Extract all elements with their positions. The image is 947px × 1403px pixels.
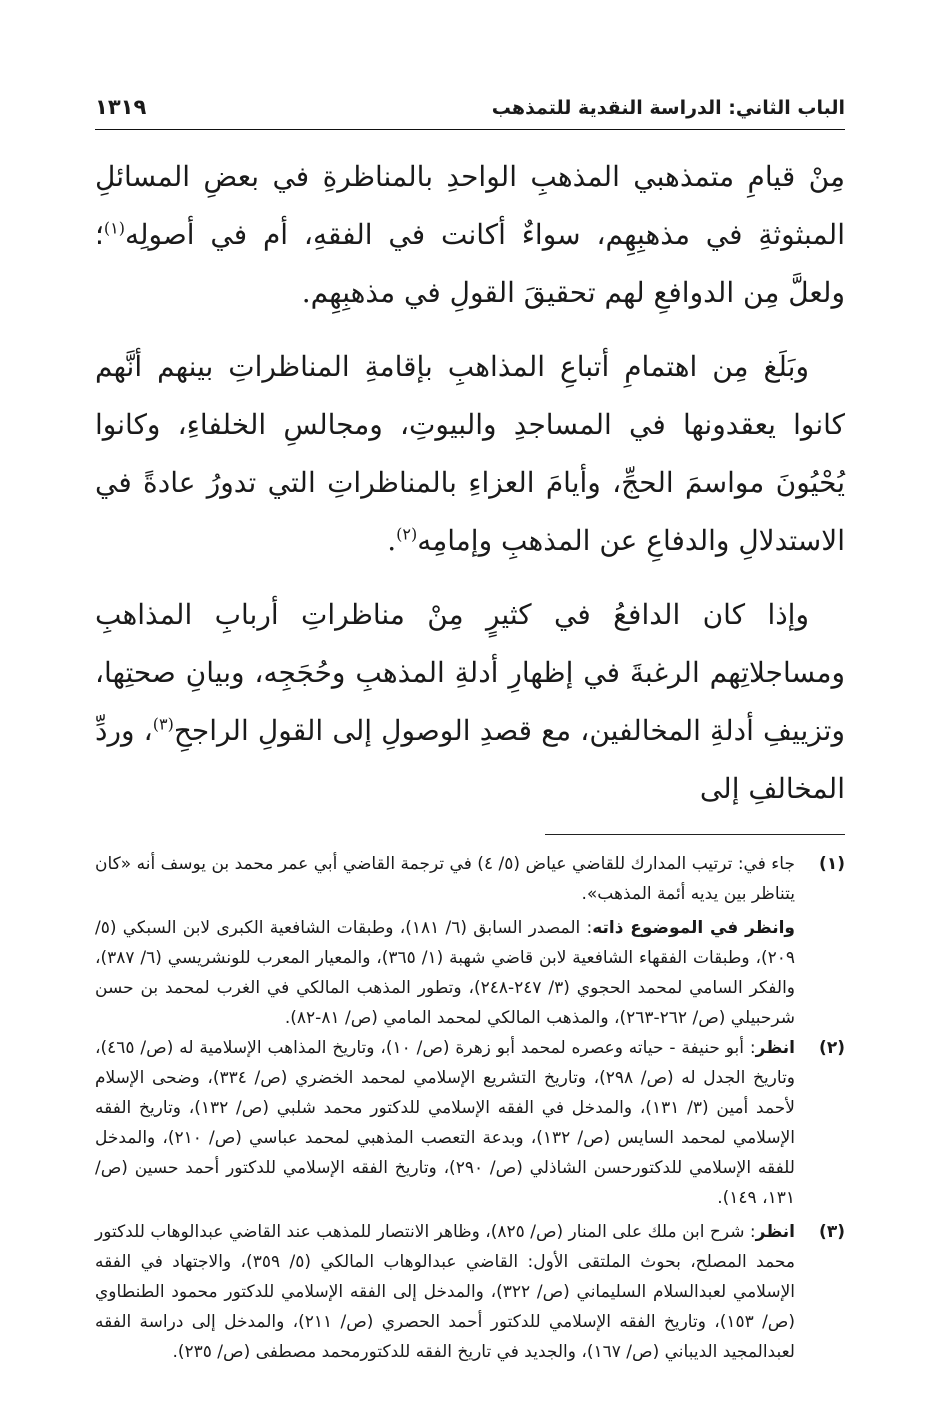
paragraph-2-tail: . xyxy=(387,524,397,557)
footnote-2 xyxy=(95,1033,845,1213)
footnote-3 xyxy=(95,1217,845,1367)
paragraph-1 xyxy=(95,148,845,322)
footnote-3-content xyxy=(95,1217,795,1367)
footnote-3-body: : شرح ابن ملك على المنار (ص/ ٨٢٥)، وظاهر الانتصار للمذهب عند القاضي عبدالوهاب للدكتور محمد المصلح، بحوث الملتقى الأول: القاضي عبدالوهاب المالكي (٥/ ٣٥٩)، والاجتهاد في الفقه الإسلامي لعبدالسلام السليماني (ص/ ٣٢٢)، والمدخل إلى الفقه الإسلامي للدكتور محمود الطنطاوي (ص/ ١٥٣)، وتاريخ الفقه الإسلامي للدكتور أحمد الحصري (ص/ ٢١١)، والمدخل إلى دراسة الفقه لعبدالمجيد الديباني (ص/ ١٦٧)، والجديد في تاريخ الفقه للدكتورمحمد مصطفى (ص/ ٢٣٥). xyxy=(95,1222,795,1362)
chapter-title: الباب الثاني: الدراسة النقدية للتمذهب xyxy=(491,97,845,119)
footnotes xyxy=(95,849,845,1367)
paragraph-3 xyxy=(95,586,845,818)
footnote-3-label: انظر xyxy=(755,1222,795,1242)
footnote-2-content xyxy=(95,1033,795,1213)
paragraph-2-text: وبَلَغ مِن اهتمامِ أتباعِ المذاهبِ بإقامةِ المناظراتِ بينهم أنَّهم كانوا يعقدونها في المساجدِ والبيوتِ، ومجالسِ الخلفاءِ، وكانوا يُحْيُونَ مواسمَ الحجِّ، وأيامَ العزاءِ بالمناظراتِ التي تدورُ عادةً في الاستدلالِ والدفاعِ عن المذهبِ وإمامِه xyxy=(95,350,845,557)
footnote-1-line: جاء في: ترتيب المدارك للقاضي عياض (٥/ ٤) في ترجمة القاضي أبي عمر محمد بن يوسف أنه «كان يتناظر بين يديه أئمة المذهب». xyxy=(95,854,795,904)
footnote-ref-2: (٢) xyxy=(396,524,418,544)
paragraph-2 xyxy=(95,338,845,570)
paragraph-1-tail: ؛ ولعلَّ مِن الدوافعِ لهم تحقيقَ القولِ في مذهبِهِم. xyxy=(95,218,845,309)
paragraph-1-text: مِنْ قيامِ متمذهبي المذهبِ الواحدِ بالمناظرةِ في بعضِ المسائلِ المبثوثةِ في مذهبِهِم، سواءٌ أكانت في الفقهِ، أم في أصولِه xyxy=(95,160,845,251)
footnote-1 xyxy=(95,849,845,909)
footnote-1-cont-text: : المصدر السابق (٦/ ١٨١)، وطبقات الشافعية الكبرى لابن السبكي (٥/ ٢٠٩)، وطبقات الفقهاء الشافعية لابن قاضي شهبة (١/ ٣٦٥)، والمعيار المعرب للونشريسي (٦/ ٣٨٧)، والفكر السامي لمحمد الحجوي (٣/ ٢٤٧-٢٤٨)، وتطور المذهب المالكي في الغرب لمحمد بن حسن شرحبيلي (ص/ ٢٦٢-٢٦٣)، والمذهب المالكي لمحمد المامي (ص/ ٨١-٨٢). xyxy=(95,918,796,1028)
footnote-2-body: : أبو حنيفة - حياته وعصره لمحمد أبو زهرة (ص/ ١٠)، وتاريخ المذاهب الإسلامية له (ص/ ٤٦٥)، وتاريخ الجدل له (ص/ ٢٩٨)، وتاريخ التشريع الإسلامي لمحمد الخضري (ص/ ٣٣٤)، وضحى الإسلام لأحمد أمين (٣/ ١٣١)، والمدخل في الفقه الإسلامي للدكتور محمد شلبي (ص/ ١٣٢)، وتاريخ الفقه الإسلامي لمحمد السايس (ص/ ١٣٢)، وبدعة التعصب المذهبي لمحمد عباسي (ص/ ٢١٠)، والمدخل للفقه الإسلامي للدكتورحسن الشاذلي (ص/ ٢٩٠)، وتاريخ الفقه الإسلامي للدكتور أحمد حسين (ص/ ١٣١، ١٤٩). xyxy=(95,1038,796,1208)
footnote-ref-3: (٣) xyxy=(152,714,174,734)
footnote-1-continuation xyxy=(95,913,795,1033)
paragraph-3-tail: ، وردِّ المخالفِ إلى xyxy=(95,714,845,805)
footnote-2-number: (٢) xyxy=(819,1038,845,1058)
footnote-3-text xyxy=(95,1217,795,1367)
footnote-1-number: (١) xyxy=(819,854,845,874)
book-page xyxy=(95,95,845,1371)
paragraph-3-text: وإذا كان الدافعُ في كثيرٍ مِنْ مناظراتِ أربابِ المذاهبِ ومساجلاتِهم الرغبةَ في إظهارِ أدلةِ المذهبِ وحُجَجِه، وبيانِ صحتِها، وتزييفِ أدلةِ المخالفين، مع قصدِ الوصولِ إلى القولِ الراجحِ xyxy=(95,598,845,747)
page-number: ١٣١٩ xyxy=(95,95,147,119)
footnote-1-content xyxy=(95,849,795,909)
footnote-divider xyxy=(545,834,845,835)
running-header xyxy=(95,95,845,130)
footnote-2-text xyxy=(95,1033,795,1213)
footnote-1-cont-label: وانظر في الموضوع ذاته xyxy=(592,918,795,938)
footnote-2-label: انظر xyxy=(755,1038,795,1058)
main-text xyxy=(95,148,845,818)
footnote-3-number: (٣) xyxy=(819,1222,845,1242)
footnote-ref-1: (١) xyxy=(103,218,125,238)
